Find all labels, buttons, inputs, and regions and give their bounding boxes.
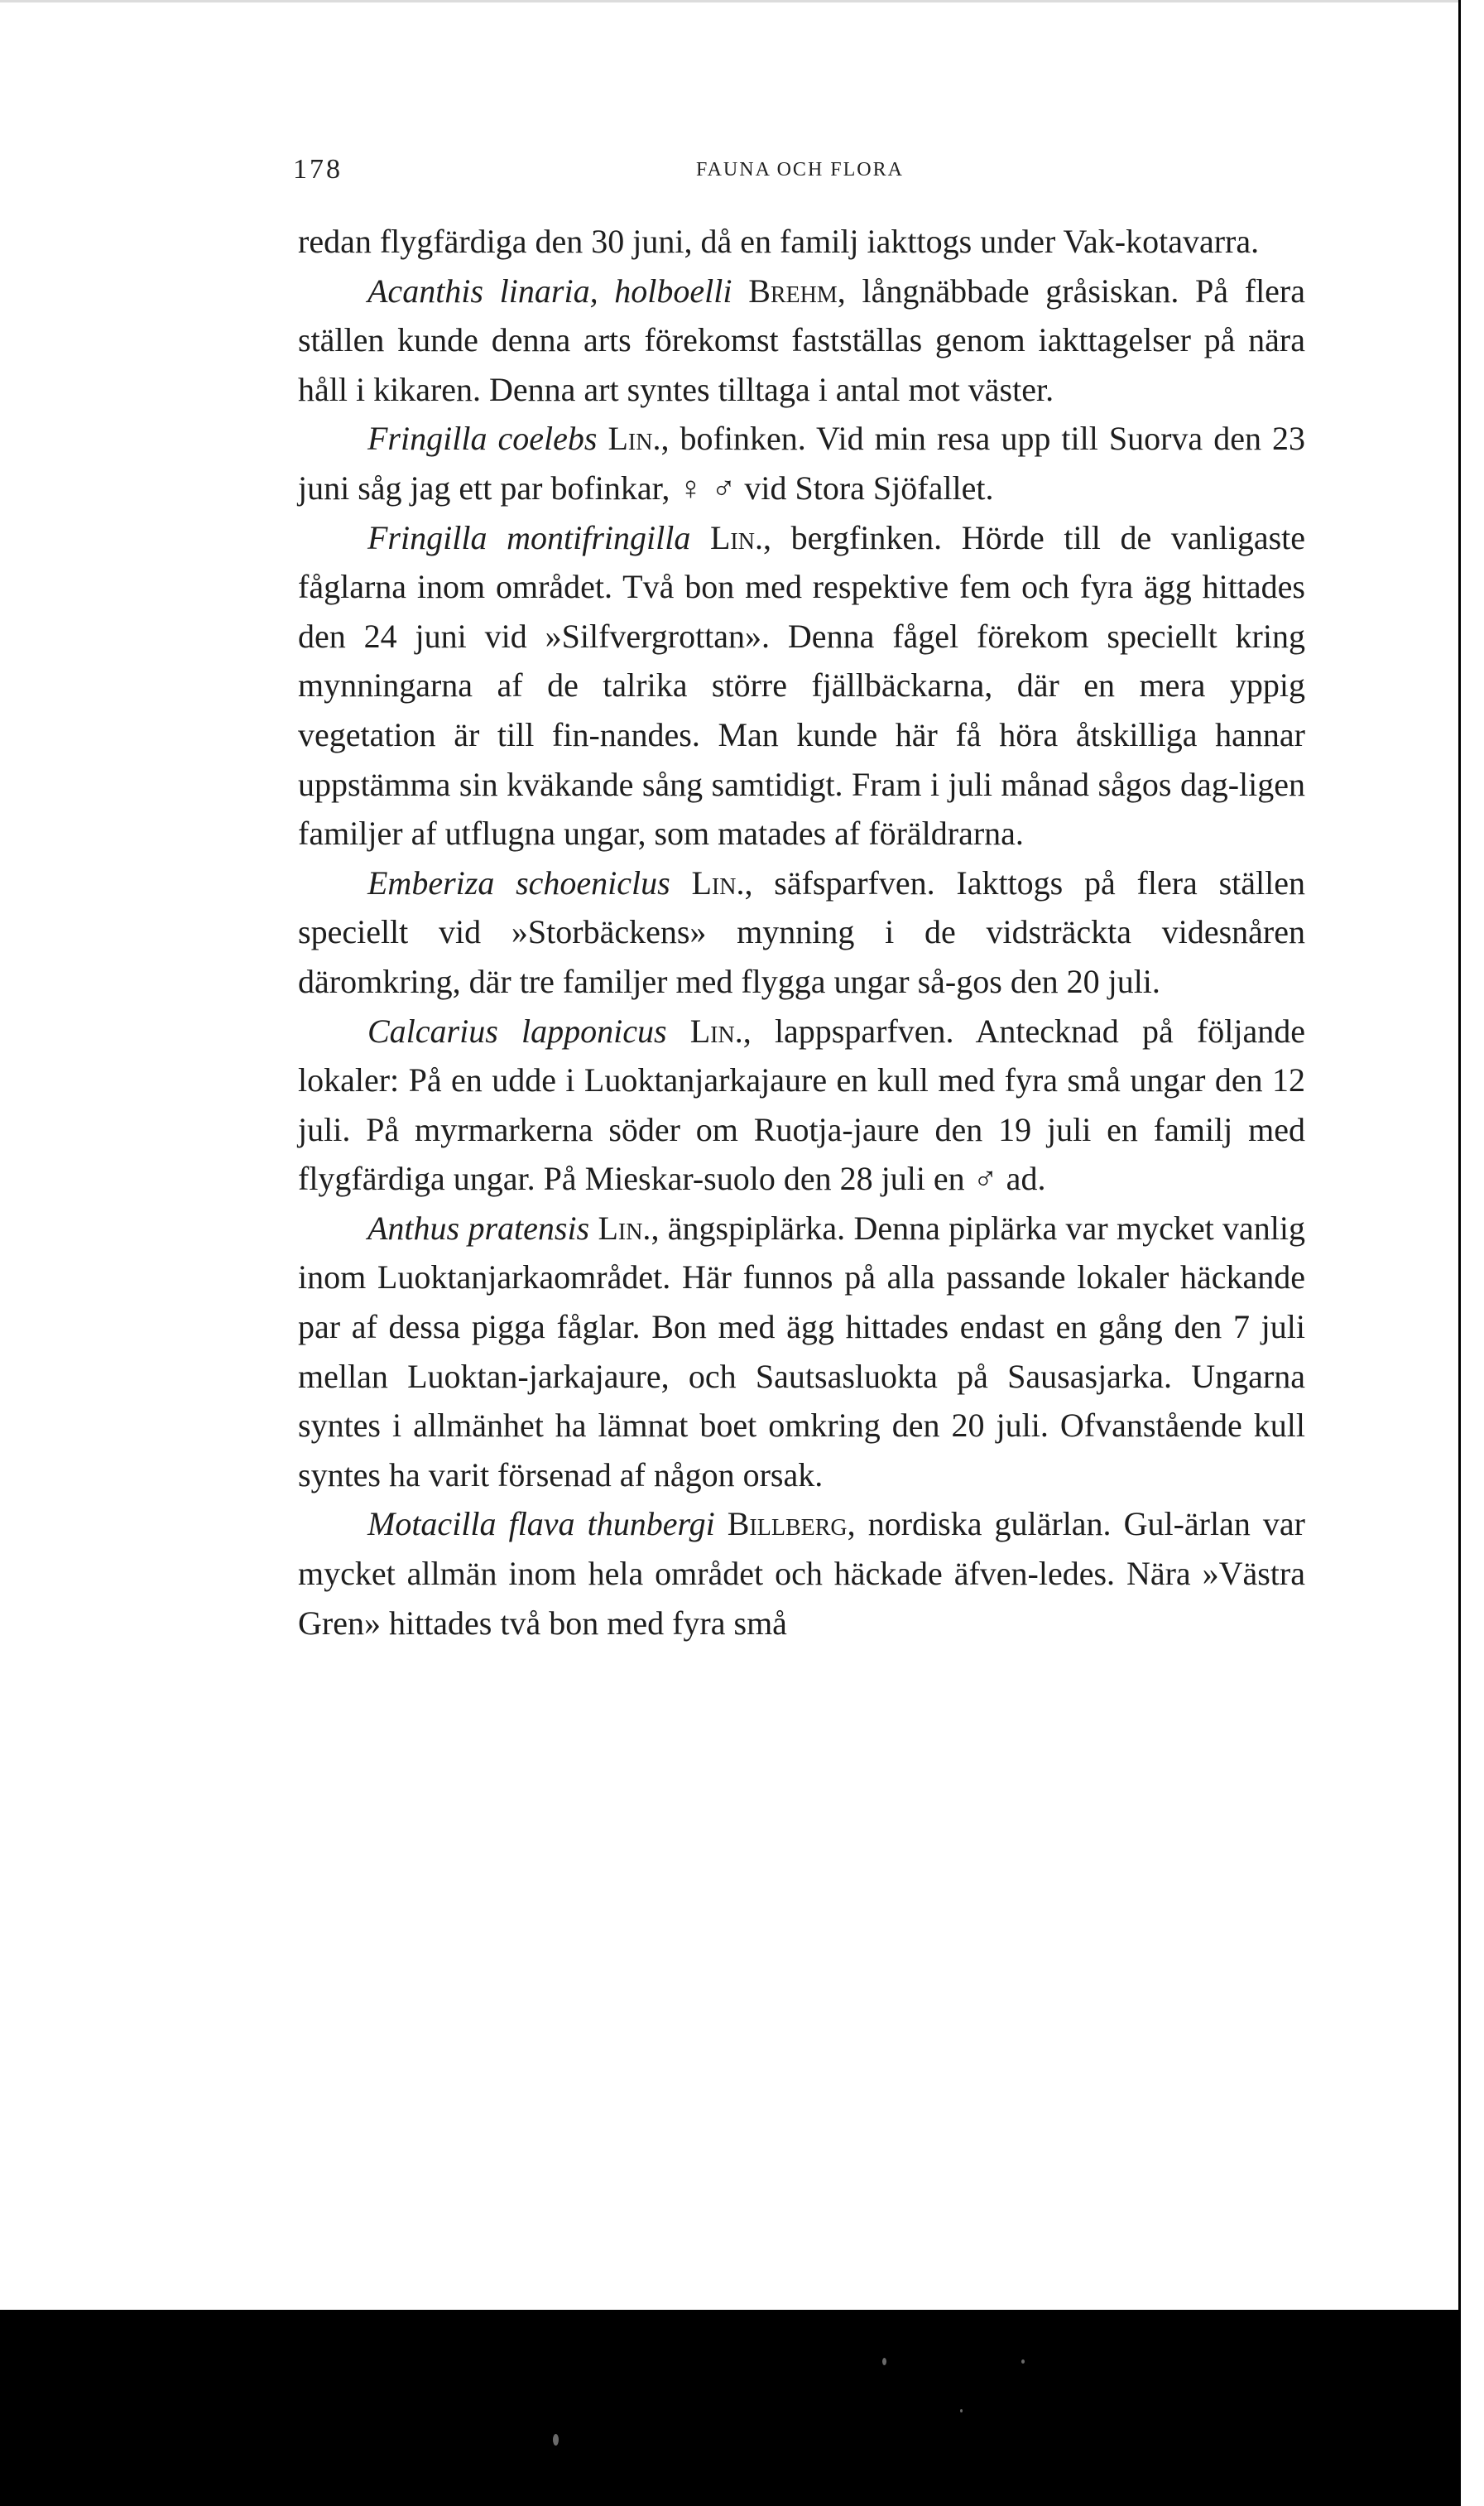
species-description: , säfsparfven. Iakttogs på flera ställen speciellt vid »Storbäckens» mynning i de vidsträckta videsnåren däromkring, där tre familjer med flygga ungar så-gos den 20 juli. xyxy=(298,863,1305,1000)
species-author: Lin. xyxy=(709,518,763,556)
scan-speck xyxy=(882,2358,886,2365)
scan-specks xyxy=(0,2310,1458,2506)
species-author: Billberg xyxy=(727,1505,848,1543)
species-entry-fringilla-coelebs xyxy=(298,414,1305,512)
species-entry-emberiza xyxy=(298,859,1305,1007)
species-entry-anthus xyxy=(298,1204,1305,1500)
paragraph-text: redan flygfärdiga den 30 juni, då en familj iakttogs under Vak-kotavarra. xyxy=(298,223,1260,260)
species-author: Lin. xyxy=(689,1012,743,1050)
species-description: , bofinken. Vid min resa upp till Suorva den 23 juni såg jag ett par bofinkar, ♀ ♂ vid Stora Sjöfallet. xyxy=(298,420,1305,507)
species-name: Calcarius lapponicus xyxy=(367,1012,667,1050)
species-author: Brehm xyxy=(748,272,838,310)
page-header xyxy=(293,149,1307,190)
species-author: Lin. xyxy=(598,1209,651,1247)
species-description: , långnäbbade gråsiskan. På flera ställen kunde denna arts förekomst fastställas genom iakttagelser på nära håll i kikaren. Denna art syntes tilltaga i antal mot väster. xyxy=(298,272,1306,408)
species-entry-fringilla-montifringilla xyxy=(298,513,1305,859)
page-top-edge xyxy=(0,0,1458,2)
species-entry-calcarius xyxy=(298,1007,1305,1204)
species-name: Emberiza schoeniclus xyxy=(367,863,670,902)
scan-speck xyxy=(1021,2359,1025,2364)
body-text xyxy=(298,217,1305,1647)
scan-right-margin xyxy=(1458,0,1484,2506)
species-description: , bergfinken. Hörde till de vanligaste fåglarna inom området. Två bon med respektive fem och fyra ägg hittades den 24 juni vid »Silfvergrottan». Denna fågel förekom speciellt kring mynningarna af de talrika större fjällbäckarna, där en mera yppig vegetation är till fin-nandes. Man kunde här få höra åtskilliga hannar uppstämma sin kväkande sång samtidigt. Fram i juli månad sågos dag-ligen familjer af utflugna ungar, som matades af föräldrarna. xyxy=(298,518,1306,853)
species-entry-acanthis xyxy=(298,267,1305,415)
species-author: Lin. xyxy=(608,420,661,458)
species-entry-motacilla xyxy=(298,1499,1305,1647)
page-number: 178 xyxy=(293,154,343,185)
running-head: FAUNA OCH FLORA xyxy=(696,159,904,180)
species-name: Acanthis linaria, holboelli xyxy=(367,272,732,310)
scan-speck xyxy=(960,2409,963,2412)
species-name: Fringilla coelebs xyxy=(367,420,598,458)
species-name: Motacilla flava thunbergi xyxy=(367,1505,715,1543)
species-description: , lappsparfven. Antecknad på följande lokaler: På en udde i Luoktanjarkajaure en kull med fyra små ungar den 12 juli. På myrmarkerna söder om Ruotja-jaure den 19 juli en familj med flygfärdiga ungar. På Mieskar-suolo den 28 juli en ♂ ad. xyxy=(298,1012,1305,1198)
scan-speck xyxy=(553,2434,559,2446)
species-description: , ängspiplärka. Denna piplärka var mycket vanlig inom Luoktanjarkaområdet. Här funnos på alla passande lokaler häckande par af dessa pigga fåglar. Bon med ägg hittades endast en gång den 7 juli mellan Luoktan-jarkajaure, och Sautsasluokta på Sausasjarka. Ungarna syntes i allmänhet ha lämnat boet omkring den 20 juli. Ofvanstående kull syntes ha varit försenad af någon orsak. xyxy=(298,1209,1305,1493)
species-description: , nordiska gulärlan. Gul-ärlan var mycket allmän inom hela området och häckade äfven-ledes. Nära »Västra Gren» hittades två bon med fyra små xyxy=(298,1505,1305,1642)
species-name: Anthus pratensis xyxy=(367,1209,590,1247)
paragraph-continuation xyxy=(298,217,1305,267)
species-author: Lin. xyxy=(691,863,745,902)
species-name: Fringilla montifringilla xyxy=(367,518,691,556)
